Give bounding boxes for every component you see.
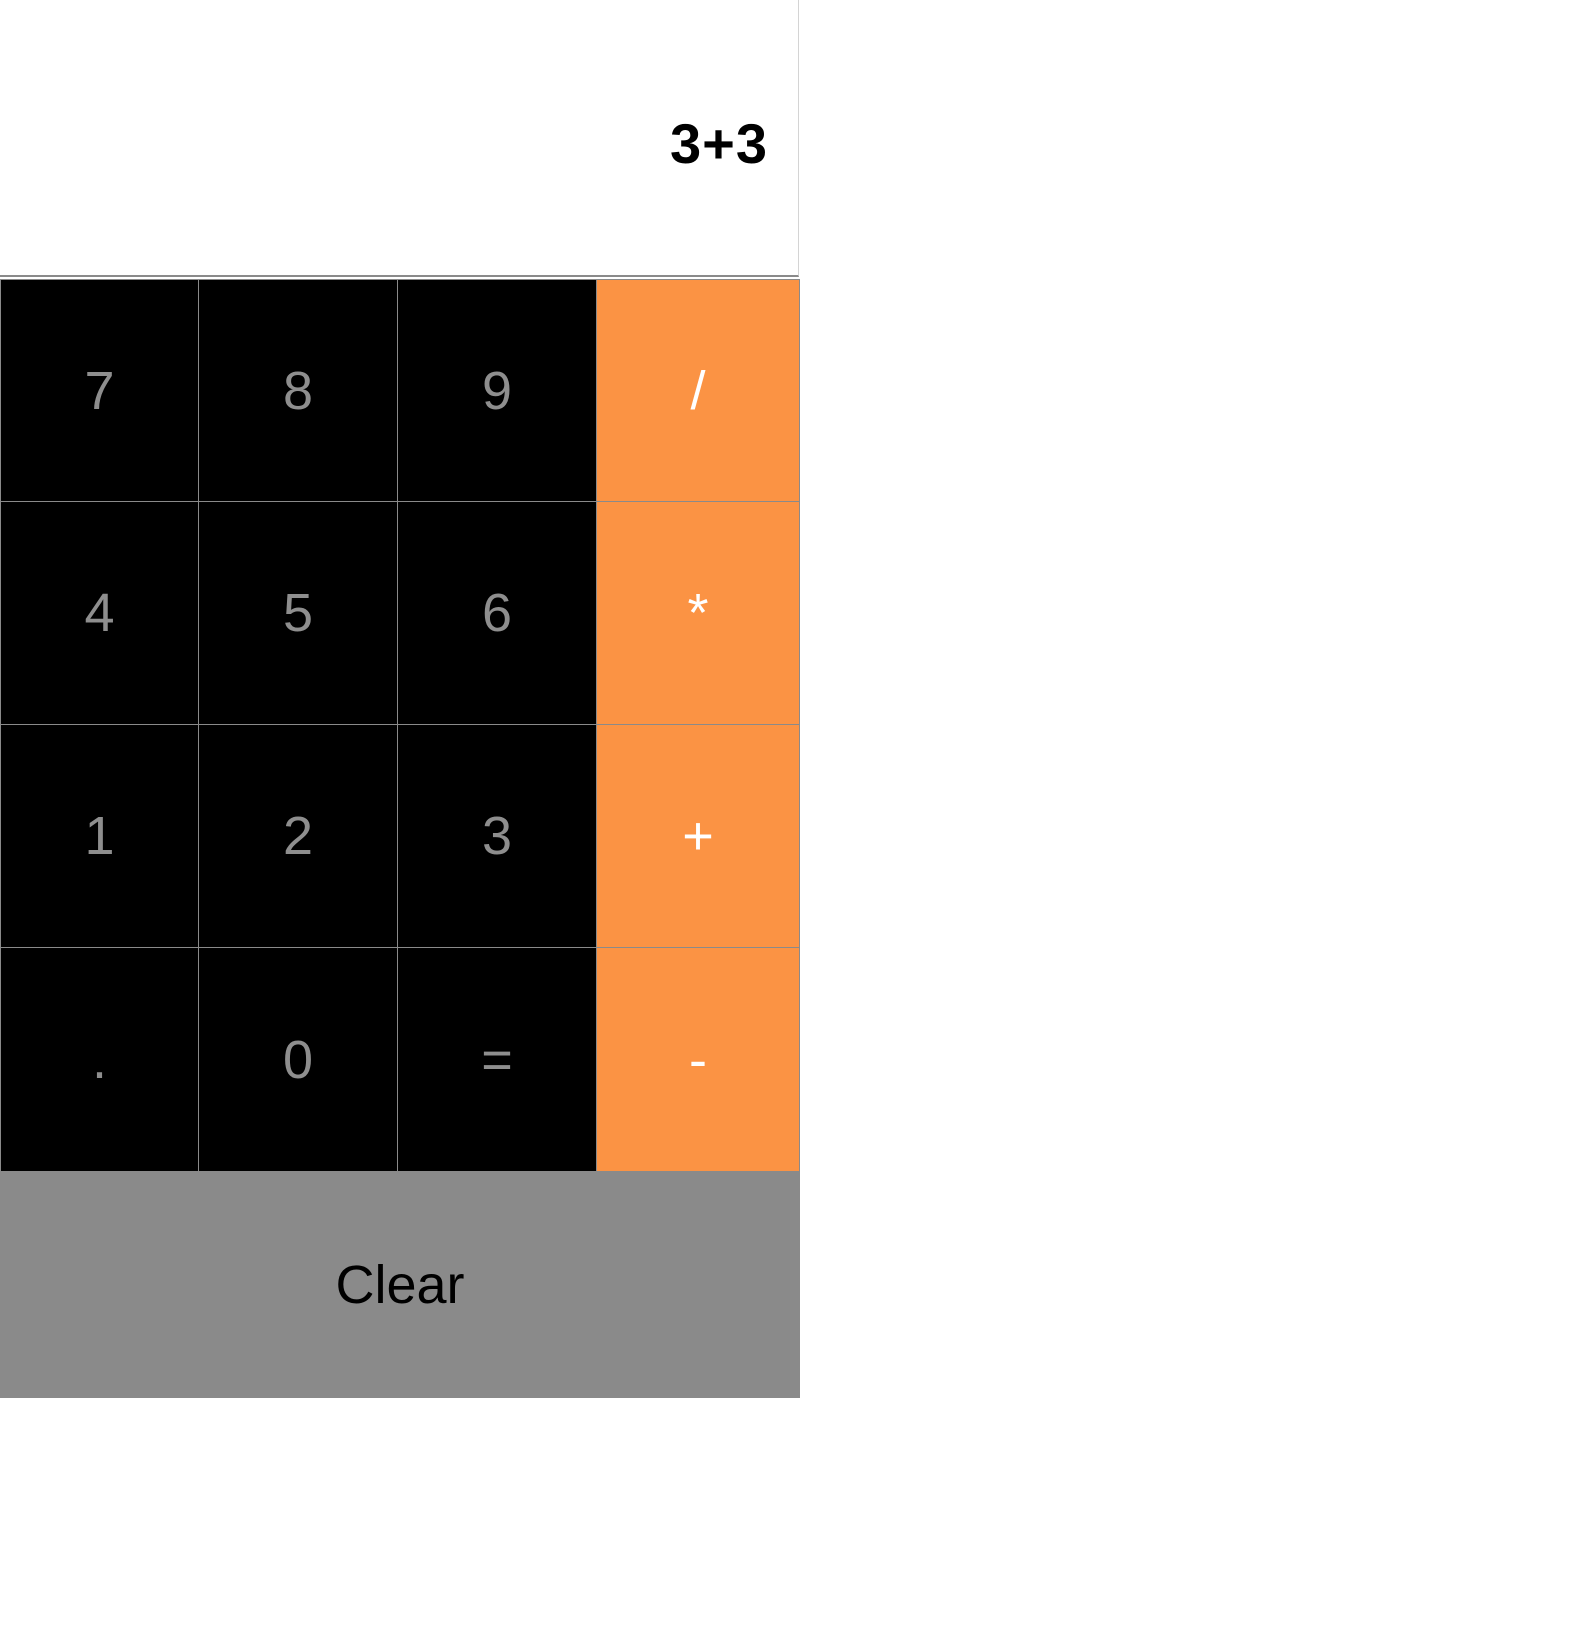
key-6[interactable]: 6 xyxy=(397,501,597,725)
key-divide[interactable]: / xyxy=(596,279,800,502)
display-panel xyxy=(0,0,799,277)
key-5[interactable]: 5 xyxy=(198,501,398,725)
key-9[interactable]: 9 xyxy=(397,279,597,502)
key-7[interactable]: 7 xyxy=(0,279,199,502)
key-multiply[interactable]: * xyxy=(596,501,800,725)
calculator xyxy=(0,0,800,1398)
key-1[interactable]: 1 xyxy=(0,724,199,948)
key-0[interactable]: 0 xyxy=(198,947,398,1172)
key-subtract[interactable]: - xyxy=(596,947,800,1172)
key-add[interactable]: + xyxy=(596,724,800,948)
display-value: 3+3 xyxy=(670,112,768,175)
keypad xyxy=(0,279,800,1172)
key-4[interactable]: 4 xyxy=(0,501,199,725)
key-8[interactable]: 8 xyxy=(198,279,398,502)
clear-button[interactable]: Clear xyxy=(0,1172,800,1398)
key-decimal[interactable]: . xyxy=(0,947,199,1172)
key-2[interactable]: 2 xyxy=(198,724,398,948)
key-3[interactable]: 3 xyxy=(397,724,597,948)
key-equals[interactable]: = xyxy=(397,947,597,1172)
